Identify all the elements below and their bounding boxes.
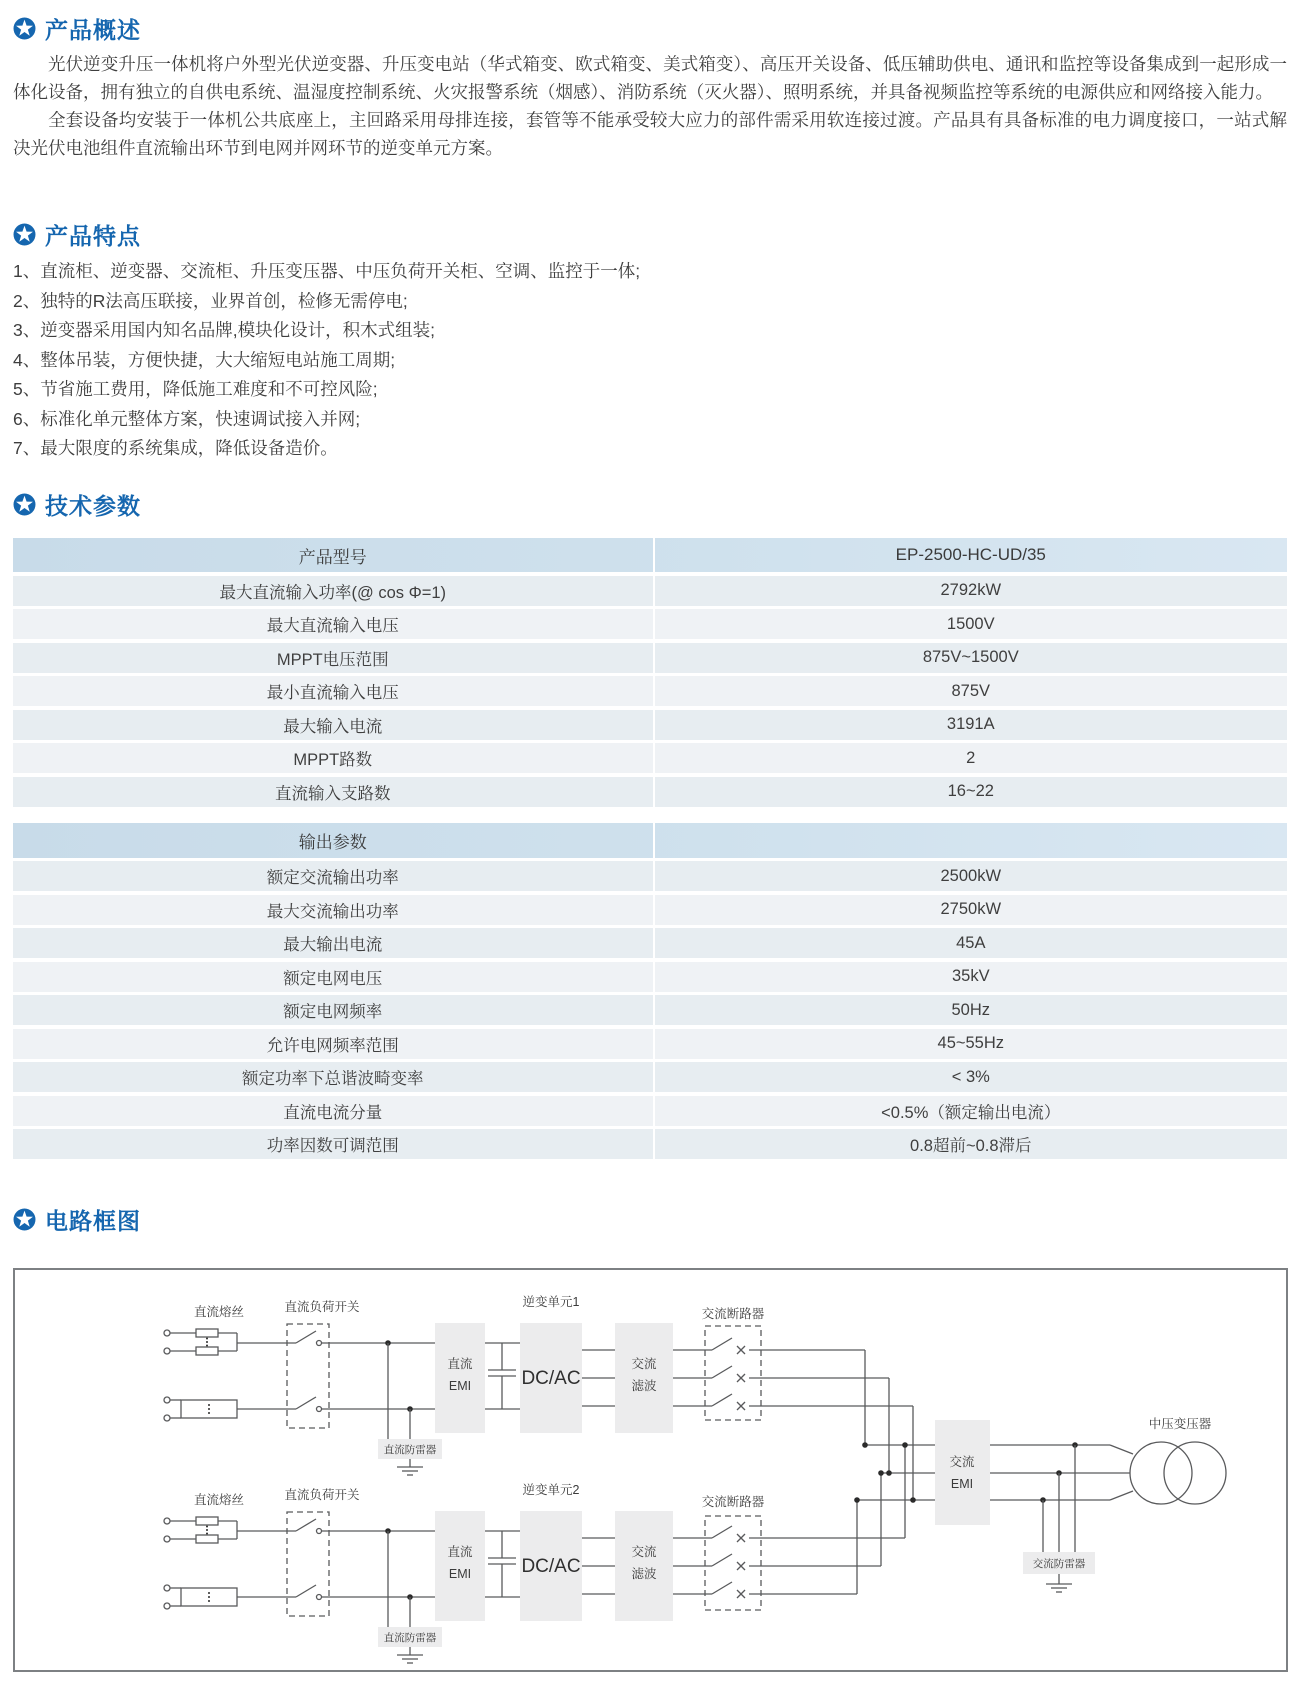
spec-value-cell: 50Hz xyxy=(951,1000,991,1019)
table-row xyxy=(13,643,1287,673)
ac-filter-label-2: 滤波 xyxy=(631,1567,657,1581)
table-row xyxy=(13,962,1287,992)
spec-label-cell: 直流输入支路数 xyxy=(275,784,391,803)
table-row xyxy=(13,895,1287,925)
dc-load-switch-label: 直流负荷开关 xyxy=(284,1300,360,1314)
dc-string-input-group xyxy=(164,1585,296,1609)
input-spec-table xyxy=(13,538,1287,807)
fuse-icon xyxy=(196,1329,218,1337)
dc-load-switch-label: 直流负荷开关 xyxy=(284,1488,360,1502)
spec-value-cell: 875V~1500V xyxy=(922,648,1019,666)
breaker-x-icon xyxy=(737,1534,745,1542)
dc-surge-protector xyxy=(378,1528,442,1663)
spec-value-cell: 16~22 xyxy=(947,782,994,800)
ac-breaker-label: 交流断路器 xyxy=(701,1495,765,1509)
circuit-diagram-svg xyxy=(15,1270,1286,1670)
table-row xyxy=(13,861,1287,891)
feature-item: 2、独特的R法高压联接，业界首创，检修无需停电; xyxy=(13,290,408,311)
table-row xyxy=(13,1029,1287,1059)
section-title-text: 产品特点 xyxy=(45,223,141,249)
spec-tables xyxy=(13,538,1287,1159)
feature-item: 3、逆变器采用国内知名品牌,模块化设计，积木式组装; xyxy=(13,320,435,340)
star-badge-icon xyxy=(13,223,36,246)
overview-paragraphs xyxy=(13,50,1287,162)
spec-value-cell: 2500kW xyxy=(940,866,1002,885)
dc-fuse-input-group xyxy=(164,1517,296,1543)
switch-blade-icon xyxy=(712,1366,732,1378)
spec-label-cell: 最小直流输入电压 xyxy=(266,684,399,702)
overview-section-title xyxy=(13,12,141,45)
terminal-icon xyxy=(164,1585,170,1591)
feature-item: 6、标准化单元整体方案，快速调试接入并网; xyxy=(13,408,361,429)
spec-value-cell: 3191A xyxy=(946,715,995,733)
ac-spd-label: 交流防雷器 xyxy=(1032,1558,1086,1570)
switch-blade-icon xyxy=(712,1338,732,1350)
dc-load-switch xyxy=(287,1512,329,1616)
spec-value-cell: 1500V xyxy=(946,614,995,633)
switch-blade-icon xyxy=(712,1394,732,1406)
table-row xyxy=(13,1096,1287,1126)
switch-blade-icon xyxy=(296,1331,316,1343)
unit2-label: 逆变单元2 xyxy=(522,1483,580,1497)
spec-value-cell: EP-2500-HC-UD/35 xyxy=(895,545,1046,564)
switch-blade-icon xyxy=(296,1519,316,1531)
ground-icon xyxy=(1046,1574,1072,1592)
spec-value-cell: 45A xyxy=(956,933,986,952)
star-badge-icon xyxy=(13,17,36,40)
mv-transformer-icon xyxy=(1130,1442,1226,1504)
terminal-icon xyxy=(164,1348,170,1354)
ac-emi-label-2: EMI xyxy=(950,1477,974,1491)
ac-filter-block xyxy=(615,1511,673,1621)
unit1-label: 逆变单元1 xyxy=(522,1295,580,1309)
switch-blade-icon xyxy=(296,1397,316,1409)
dc-string-input-group xyxy=(164,1397,296,1421)
feature-item: 7、最大限度的系统集成，降低设备造价。 xyxy=(13,438,338,458)
spec-label-cell: 产品型号 xyxy=(298,547,367,567)
dc-emi-label-1: 直流 xyxy=(447,1545,473,1559)
table-row xyxy=(13,576,1287,606)
dcac-label: DC/AC xyxy=(521,1368,581,1389)
star-badge-icon xyxy=(13,493,36,516)
specs-section-title xyxy=(13,488,141,521)
spec-label-cell: 最大输出电流 xyxy=(283,936,383,954)
spec-label-cell: 最大直流输入电压 xyxy=(266,617,399,635)
dc-emi-label-2: EMI xyxy=(448,1567,472,1581)
features-list xyxy=(13,257,1287,464)
dc-fuse-label: 直流熔丝 xyxy=(193,1305,245,1319)
ac-bus-and-transformer xyxy=(854,1416,1226,1592)
ac-emi-label-1: 交流 xyxy=(949,1455,975,1469)
inverter-unit-1 xyxy=(164,1294,913,1500)
spec-label-cell: 允许电网频率范围 xyxy=(266,1036,399,1055)
ac-surge-protector xyxy=(1023,1442,1095,1592)
dc-link-capacitor-icon xyxy=(488,1343,516,1409)
ac-breaker xyxy=(705,1516,761,1610)
terminal-icon xyxy=(164,1330,170,1336)
table-row xyxy=(13,1062,1287,1092)
fuse-icon xyxy=(196,1517,218,1525)
table-row xyxy=(13,743,1287,773)
mv-transformer-label: 中压变压器 xyxy=(1148,1417,1212,1431)
star-badge-icon xyxy=(13,1208,36,1231)
switch-blade-icon xyxy=(712,1582,732,1594)
table-row xyxy=(13,1129,1287,1159)
breaker-x-icon xyxy=(737,1402,745,1410)
ac-filter-block xyxy=(615,1323,673,1433)
dc-emi-block xyxy=(435,1323,485,1433)
spec-value-cell: 2792kW xyxy=(940,581,1002,599)
section-title-text: 技术参数 xyxy=(45,493,141,519)
dc-emi-block xyxy=(435,1511,485,1621)
switch-blade-icon xyxy=(296,1585,316,1597)
spec-value-cell: 875V xyxy=(951,681,991,700)
spec-label-cell: 功率因数可调范围 xyxy=(266,1137,399,1155)
table-row xyxy=(13,710,1287,740)
spec-label-cell: 额定交流输出功率 xyxy=(266,869,399,887)
spec-value-cell: 35kV xyxy=(951,967,990,985)
dc-spd-label: 直流防雷器 xyxy=(383,1632,437,1644)
section-title-text: 电路框图 xyxy=(45,1208,141,1234)
breaker-x-icon xyxy=(737,1346,745,1354)
dc-emi-label-1: 直流 xyxy=(447,1357,473,1371)
dc-link-capacitor-icon xyxy=(488,1531,516,1597)
ac-emi-block xyxy=(935,1420,990,1525)
spec-value-cell: 0.8超前~0.8滞后 xyxy=(910,1137,1032,1155)
dc-surge-protector xyxy=(378,1340,442,1475)
dc-load-switch xyxy=(287,1324,329,1428)
spec-label-cell: MPPT电压范围 xyxy=(276,650,389,669)
feature-item: 4、整体吊装，方便快捷，大大缩短电站施工周期; xyxy=(13,349,396,370)
circuit-block-diagram xyxy=(13,1268,1288,1672)
table-header-row xyxy=(13,823,1287,858)
spec-label-cell: 直流电流分量 xyxy=(283,1103,383,1122)
terminal-icon xyxy=(164,1536,170,1542)
dc-fuse-label: 直流熔丝 xyxy=(193,1493,245,1507)
output-spec-table xyxy=(13,823,1287,1160)
breaker-x-icon xyxy=(737,1374,745,1382)
spec-label-cell: 最大直流输入功率(@ cos Φ=1) xyxy=(219,583,447,602)
ground-icon xyxy=(397,1647,423,1663)
terminal-icon xyxy=(164,1603,170,1609)
ac-breaker-label: 交流断路器 xyxy=(701,1307,765,1321)
dc-emi-label-2: EMI xyxy=(448,1379,472,1393)
table-row xyxy=(13,777,1287,807)
spec-value-cell: <0.5%（额定输出电流） xyxy=(881,1103,1061,1122)
terminal-icon xyxy=(164,1415,170,1421)
table-row xyxy=(13,928,1287,958)
table-row xyxy=(13,995,1287,1025)
switch-blade-icon xyxy=(712,1526,732,1538)
ac-filter-label-1: 交流 xyxy=(631,1357,657,1371)
fuse-icon xyxy=(196,1347,218,1355)
spec-value-cell: 2 xyxy=(966,748,976,767)
ac-filter-label-2: 滤波 xyxy=(631,1379,657,1393)
spec-label-cell: MPPT路数 xyxy=(293,751,373,769)
spec-value-cell: 2750kW xyxy=(940,900,1002,918)
dcac-label: DC/AC xyxy=(521,1556,581,1577)
spec-value-cell: < 3% xyxy=(951,1067,990,1086)
spec-label-cell: 输出参数 xyxy=(298,832,367,852)
dc-spd-label: 直流防雷器 xyxy=(383,1444,437,1456)
dc-fuse-input-group xyxy=(164,1329,296,1355)
table-header-row xyxy=(13,538,1287,572)
table-row xyxy=(13,676,1287,706)
spec-value-cell xyxy=(655,823,1287,858)
table-row xyxy=(13,609,1287,639)
overview-paragraph-1: 光伏逆变升压一体机将户外型光伏逆变器、升压变电站（华式箱变、欧式箱变、美式箱变）、高压开关设备、低压辅助供电、通讯和监控等设备集成到一起形成一体化设备，拥有独立的自供电系统、温湿度控制系统、火灾报警系统（烟感）、消防系统（灭火器）、照明系统，并具备视频监控等系统的电源供应和网络接入能力。 xyxy=(13,54,1287,102)
inverter-unit-2 xyxy=(164,1445,905,1663)
breaker-x-icon xyxy=(737,1562,745,1570)
switch-blade-icon xyxy=(712,1554,732,1566)
section-title-text: 产品概述 xyxy=(45,17,141,43)
overview-paragraph-2: 全套设备均安装于一体机公共底座上，主回路采用母排连接，套管等不能承受较大应力的部件需采用软连接过渡。产品具有具备标准的电力调度接口，一站式解决光伏电池组件直流输出环节到电网并网环节的逆变单元方案。 xyxy=(13,110,1287,158)
spec-label-cell: 额定电网电压 xyxy=(283,969,383,988)
features-section-title xyxy=(13,218,141,251)
breaker-x-icon xyxy=(737,1590,745,1598)
ac-filter-label-1: 交流 xyxy=(631,1545,657,1559)
fuse-icon xyxy=(196,1535,218,1543)
feature-item: 1、直流柜、逆变器、交流柜、升压变压器、中压负荷开关柜、空调、监控于一体; xyxy=(13,261,641,281)
terminal-icon xyxy=(164,1397,170,1403)
terminal-icon xyxy=(164,1518,170,1524)
ground-icon xyxy=(397,1459,423,1475)
spec-label-cell: 最大输入电流 xyxy=(283,717,383,736)
spec-label-cell: 最大交流输出功率 xyxy=(266,902,399,921)
feature-item: 5、节省施工费用，降低施工难度和不可控风险; xyxy=(13,379,378,399)
spec-label-cell: 额定功率下总谐波畸变率 xyxy=(242,1070,424,1088)
spec-label-cell: 额定电网频率 xyxy=(283,1003,383,1021)
diagram-section-title xyxy=(13,1203,141,1236)
spec-value-cell: 45~55Hz xyxy=(937,1034,1005,1052)
